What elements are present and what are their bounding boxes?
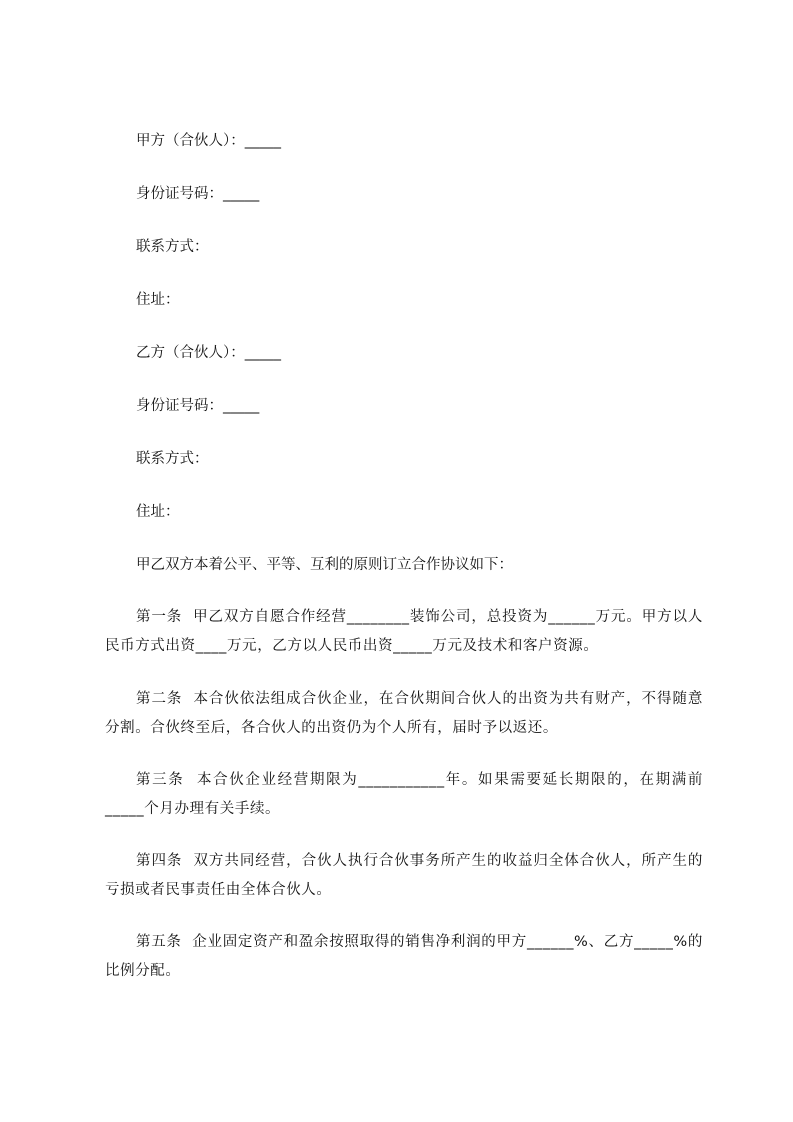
article-3 — [105, 766, 703, 824]
article-2 — [105, 685, 703, 743]
article-1 — [105, 603, 703, 661]
article-5 — [105, 928, 703, 986]
party-a-address: 住址： — [136, 292, 180, 308]
party-a-name: 甲方（合伙人）：_____ — [136, 133, 281, 149]
party-b-id-number: 身份证号码：_____ — [136, 398, 260, 414]
article-4 — [105, 847, 703, 905]
article-2-title: 第二条 — [136, 691, 183, 707]
article-3-title: 第三条 — [136, 772, 185, 788]
article-5-text: 企业固定资产和盈余按照取得的销售净利润的甲方______%、乙方_____%的比例分配。 — [105, 934, 704, 979]
article-2-text: 本合伙依法组成合伙企业，在合伙期间合伙人的出资为共有财产，不得随意分割。合伙终至后，各合伙人的出资仍为个人所有，届时予以返还。 — [105, 691, 703, 736]
article-1-title: 第一条 — [136, 609, 183, 625]
preamble: 甲乙双方本着公平、平等、互利的原则订立合作协议如下： — [136, 557, 513, 573]
party-b-contact: 联系方式： — [136, 451, 209, 467]
article-5-title: 第五条 — [136, 934, 182, 950]
article-4-title: 第四条 — [136, 853, 183, 869]
party-b-name: 乙方（合伙人）：_____ — [136, 345, 281, 361]
article-1-text: 甲乙双方自愿合作经营________装饰公司，总投资为______万元。甲方以人民币方式出资____万元，乙方以人民币出资_____万元及技术和客户资源。 — [105, 609, 703, 654]
party-a-contact: 联系方式： — [136, 239, 209, 255]
article-4-text: 双方共同经营，合伙人执行合伙事务所产生的收益归全体合伙人，所产生的亏损或者民事责任由全体合伙人。 — [105, 853, 703, 898]
article-3-text: 本合伙企业经营期限为___________年。如果需要延长期限的，在期满前_____个月办理有关手续。 — [105, 772, 704, 817]
party-a-id-number: 身份证号码：_____ — [136, 186, 260, 202]
party-b-address: 住址： — [136, 504, 180, 520]
